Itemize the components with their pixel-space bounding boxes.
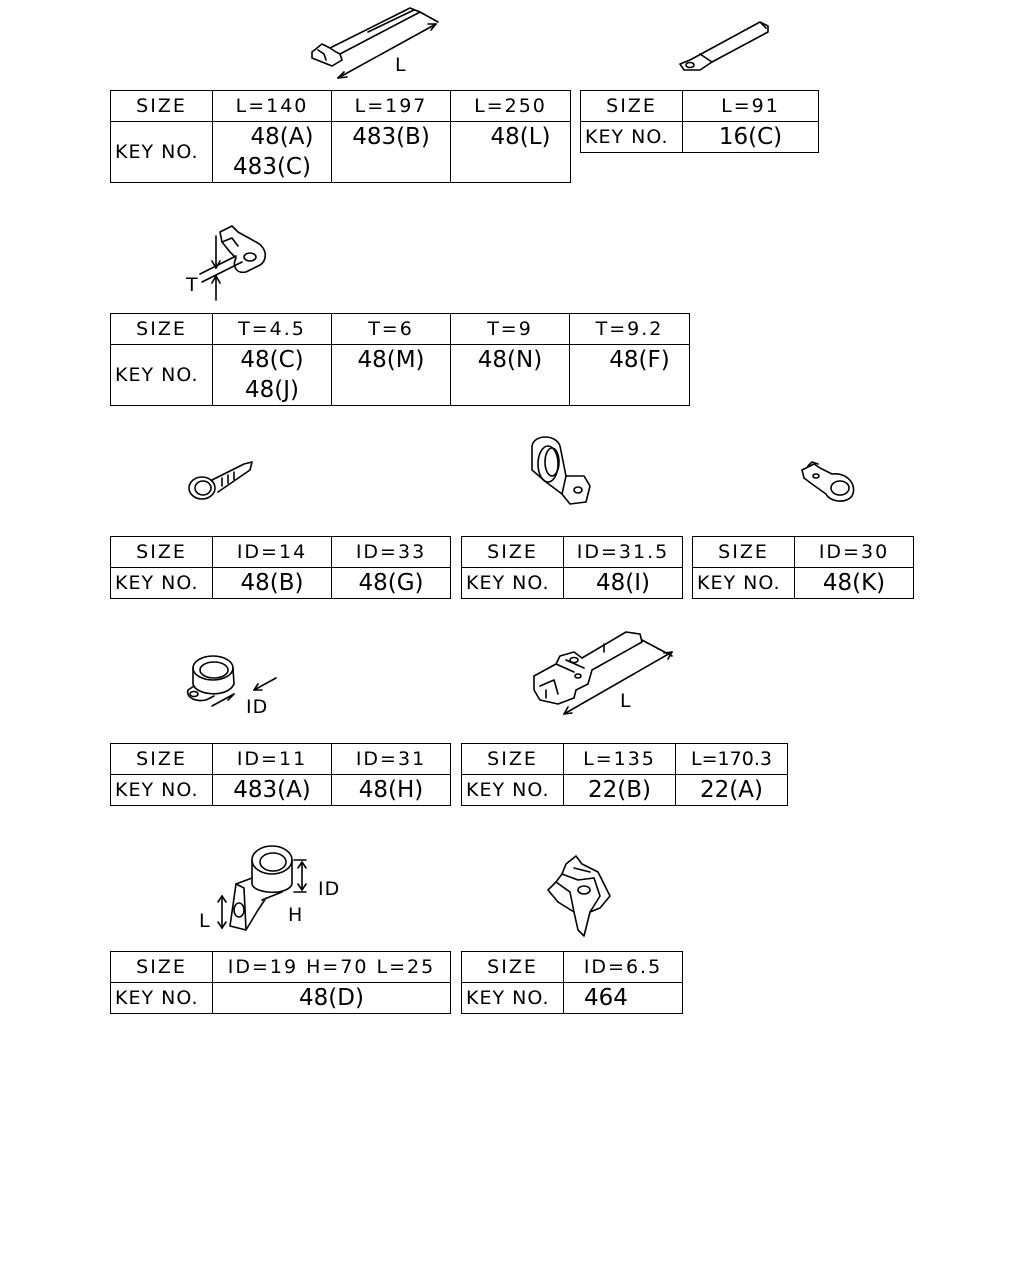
key-no-header: KEY NO. [111,983,213,1014]
size-cell: ID=6.5 [564,952,683,983]
size-header: SIZE [462,952,564,983]
size-cell: L=140 [213,91,332,122]
size-cell: ID=31.5 [564,537,683,568]
ring-clip-figure [180,455,260,510]
key-no-header: KEY NO. [111,775,213,806]
size-cell: ID=11 [213,744,332,775]
key-value: 48(H) [358,777,424,803]
fig8-dimension-label: L [620,690,632,712]
size-cell: T=6 [332,314,451,345]
size-cell: L=170.3 [676,744,788,775]
size-cell: ID=33 [332,537,451,568]
bracket-clamp-figure [195,838,325,938]
key-value: 483(C) [233,154,311,180]
size-header: SIZE [111,537,213,568]
key-cell [564,983,683,1014]
fig9-dimension-h-label: H [288,904,304,926]
spec-table-bracket-clamp [110,951,451,1014]
key-cell [332,122,451,183]
small-clip-figure [795,458,860,506]
key-value: 48(G) [358,570,424,596]
size-cell: T=4.5 [213,314,332,345]
spec-table-double-cable-tie [461,743,788,806]
key-cell [213,122,332,183]
size-header: SIZE [111,314,213,345]
size-cell: ID=14 [213,537,332,568]
double-cable-tie-figure [525,622,680,717]
key-cell [332,345,451,406]
key-cell [795,568,914,599]
size-cell: L=135 [564,744,676,775]
size-cell: ID=30 [795,537,914,568]
key-value: 48(L) [490,124,551,150]
key-cell [213,345,332,406]
key-value: 16(C) [718,124,783,150]
fig3-dimension-label: T [186,274,199,296]
key-value: 48(K) [822,570,886,596]
key-value: 483(A) [233,777,311,803]
size-cell: L=250 [451,91,571,122]
size-cell: T=9.2 [570,314,690,345]
size-header: SIZE [693,537,795,568]
size-header: SIZE [462,744,564,775]
key-cell [676,775,788,806]
flat-tie-figure [670,14,780,84]
size-header: SIZE [111,91,213,122]
key-value: 48(D) [299,985,364,1011]
key-cell [213,568,332,599]
spec-table-p-clamp [110,743,451,806]
spec-table-panel-clip [110,313,690,406]
key-cell [332,775,451,806]
panel-clip-figure [190,220,280,305]
size-cell: L=197 [332,91,451,122]
key-value: 48(C) [240,347,304,373]
spec-table-small-clip [692,536,914,599]
size-header: SIZE [111,952,213,983]
key-value: 22(B) [588,777,651,803]
size-cell: T=9 [451,314,570,345]
size-cell: ID=19 H=70 L=25 [213,952,451,983]
key-no-header: KEY NO. [581,122,683,153]
key-no-header: KEY NO. [462,568,564,599]
spec-table-hose-clip [461,951,683,1014]
key-no-header: KEY NO. [693,568,795,599]
key-value: 464 [584,985,628,1011]
key-value: 48(I) [596,570,650,596]
key-no-header: KEY NO. [462,983,564,1014]
key-value: 22(A) [700,777,763,803]
key-value: 48(A) [250,124,314,150]
key-cell [564,568,683,599]
size-cell: ID=31 [332,744,451,775]
fig9-dimension-l-label: L [199,910,211,932]
size-header: SIZE [462,537,564,568]
key-value: 48(M) [357,347,425,373]
key-cell [570,345,690,406]
key-no-header: KEY NO. [111,568,213,599]
spec-table-ring-clip [110,536,451,599]
fig7-dimension-label: ID [246,696,269,718]
key-value: 48(N) [477,347,543,373]
fig1-dimension-label: L [395,54,407,76]
key-cell [213,775,332,806]
key-cell [213,983,451,1014]
key-cell [683,122,819,153]
key-cell [564,775,676,806]
key-value: 48(B) [240,570,304,596]
fig9-dimension-id-label: ID [318,878,341,900]
size-header: SIZE [581,91,683,122]
key-cell [332,568,451,599]
spec-table-flat-tie [580,90,819,153]
spec-table-standing-clamp [461,536,683,599]
spec-table-cable-tie [110,90,571,183]
hose-clip-figure [540,852,620,942]
key-cell [451,345,570,406]
key-value: 48(F) [609,347,670,373]
cable-tie-long-figure [300,4,450,84]
size-cell: L=91 [683,91,819,122]
key-no-header: KEY NO. [111,345,213,406]
key-no-header: KEY NO. [111,122,213,183]
key-value: 48(J) [245,377,299,403]
key-no-header: KEY NO. [462,775,564,806]
key-cell [451,122,571,183]
size-header: SIZE [111,744,213,775]
standing-clamp-figure [522,432,602,512]
key-value: 483(B) [352,124,430,150]
